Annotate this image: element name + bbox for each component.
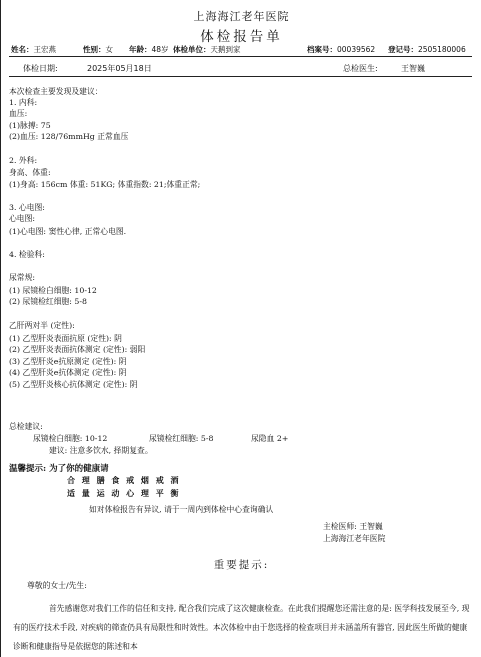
findings-intro: 本次检查主要发现及建议： bbox=[9, 87, 103, 96]
objection-note: 如对体检报告有异议, 请于一周内到体检中心查询确认 bbox=[89, 505, 274, 514]
patient-gender: 女 bbox=[105, 45, 113, 54]
file-no-field bbox=[307, 44, 375, 55]
summary-advice: 建议: 注意多饮水, 择期复查。 bbox=[49, 446, 153, 455]
patient-age: 48岁 bbox=[151, 45, 169, 54]
doctor-label: 总检医生: bbox=[343, 64, 378, 73]
ecg-heading: 3. 心电图: bbox=[9, 203, 45, 212]
notice-greeting: 尊敬的女士/先生: bbox=[27, 581, 87, 590]
chief-doctor-name: 王智巍 bbox=[359, 522, 383, 531]
internal-heading: 1. 内科: bbox=[9, 98, 38, 107]
summary-item-1: 尿镜检白细胞: 10-12 bbox=[33, 434, 108, 443]
internal-item-1: (1)脉搏: 75 bbox=[9, 121, 51, 130]
report-title: 体检报告单 bbox=[200, 29, 283, 45]
tips-title: 温馨提示: 为了你的健康请 bbox=[9, 464, 109, 474]
hospital-title: 上海海江老年医院 bbox=[193, 10, 290, 23]
notice-title: 重要提示: bbox=[213, 559, 270, 571]
tips-line-1: 合 理 膳 食 戒 烟 戒 酒 bbox=[67, 475, 181, 485]
exam-date-label: 体检日期: bbox=[23, 64, 58, 73]
ecg-item-1: (1)心电图: 窦性心律, 正常心电图. bbox=[9, 227, 127, 236]
urine-item-2: (2) 尿镜检红细胞: 5-8 bbox=[9, 297, 87, 306]
reg-no-label: 登记号： bbox=[388, 45, 418, 54]
urine-sub: 尿常规: bbox=[9, 273, 36, 282]
surgery-heading: 2. 外科: bbox=[9, 156, 38, 165]
chief-doctor-field bbox=[323, 521, 383, 532]
file-no: 00039562 bbox=[337, 45, 376, 54]
date-divider bbox=[9, 76, 472, 77]
ecg-sub: 心电图: bbox=[9, 214, 36, 223]
unit-field bbox=[173, 44, 241, 55]
lab-heading: 4. 检验科: bbox=[9, 250, 45, 259]
urine-item-1: (1) 尿镜检白细胞: 10-12 bbox=[9, 286, 97, 295]
tips-line-2: 适 量 运 动 心 理 平 衡 bbox=[67, 488, 181, 498]
age-field bbox=[129, 44, 169, 55]
exam-date: 2025年05月18日 bbox=[87, 64, 152, 73]
patient-name: 王宏燕 bbox=[33, 45, 56, 54]
internal-item-2: (2)血压: 128/76mmHg 正常血压 bbox=[9, 132, 129, 141]
chief-doctor-label: 主检医师: bbox=[323, 522, 357, 531]
surgery-sub: 身高、体重: bbox=[9, 168, 51, 177]
name-label: 姓名： bbox=[11, 45, 34, 54]
reg-no: 2505180006 bbox=[418, 45, 466, 54]
hep-item-5: (5) 乙型肝炎核心抗体测定 (定性): 阴 bbox=[9, 380, 138, 389]
file-no-label: 档案号： bbox=[307, 45, 337, 54]
patient-name-field bbox=[11, 44, 56, 55]
reg-no-field bbox=[388, 44, 466, 55]
hep-sub: 乙肝两对半 (定性): bbox=[9, 321, 75, 330]
hep-item-4: (4) 乙型肝炎e抗体测定 (定性): 阴 bbox=[9, 368, 127, 377]
footer-hospital: 上海海江老年医院 bbox=[323, 534, 386, 543]
internal-sub: 血压: bbox=[9, 109, 28, 118]
doctor-name: 王智巍 bbox=[401, 64, 425, 73]
summary-title: 总检建议: bbox=[9, 422, 43, 431]
hep-item-2: (2) 乙型肝炎表面抗体测定 (定性): 弱阳 bbox=[9, 345, 146, 354]
gender-label: 性别： bbox=[83, 45, 106, 54]
notice-paragraph: 首先感谢您对我们工作的信任和支持, 配合我们完成了这次健康检查。在此我们提醒您还需注意的是: 医学科技发展至今, 现有的医疗技术手段, 对疾病的筛查仍具有局限性和时效性。本次体检中由于您选择的检查项目并未涵盖所有器官, 因此医生所做的健康诊断和健康指导是依据您的陈述和本 bbox=[13, 604, 470, 651]
unit-label: 体检单位： bbox=[173, 45, 211, 54]
gender-field bbox=[83, 44, 113, 55]
header-divider bbox=[9, 56, 472, 57]
hep-item-1: (1) 乙型肝炎表面抗原 (定性): 阴 bbox=[9, 334, 122, 343]
exam-unit: 天鹅到家 bbox=[210, 45, 241, 54]
summary-item-3: 尿隐血 2+ bbox=[251, 434, 289, 443]
summary-item-2: 尿镜检红细胞: 5-8 bbox=[149, 434, 214, 443]
age-label: 年龄： bbox=[129, 45, 152, 54]
surgery-item-1: (1)身高: 156cm 体重: 51KG; 体重指数: 21;体重正常; bbox=[9, 180, 201, 189]
hep-item-3: (3) 乙型肝炎e抗原测定 (定性): 阴 bbox=[9, 357, 127, 366]
